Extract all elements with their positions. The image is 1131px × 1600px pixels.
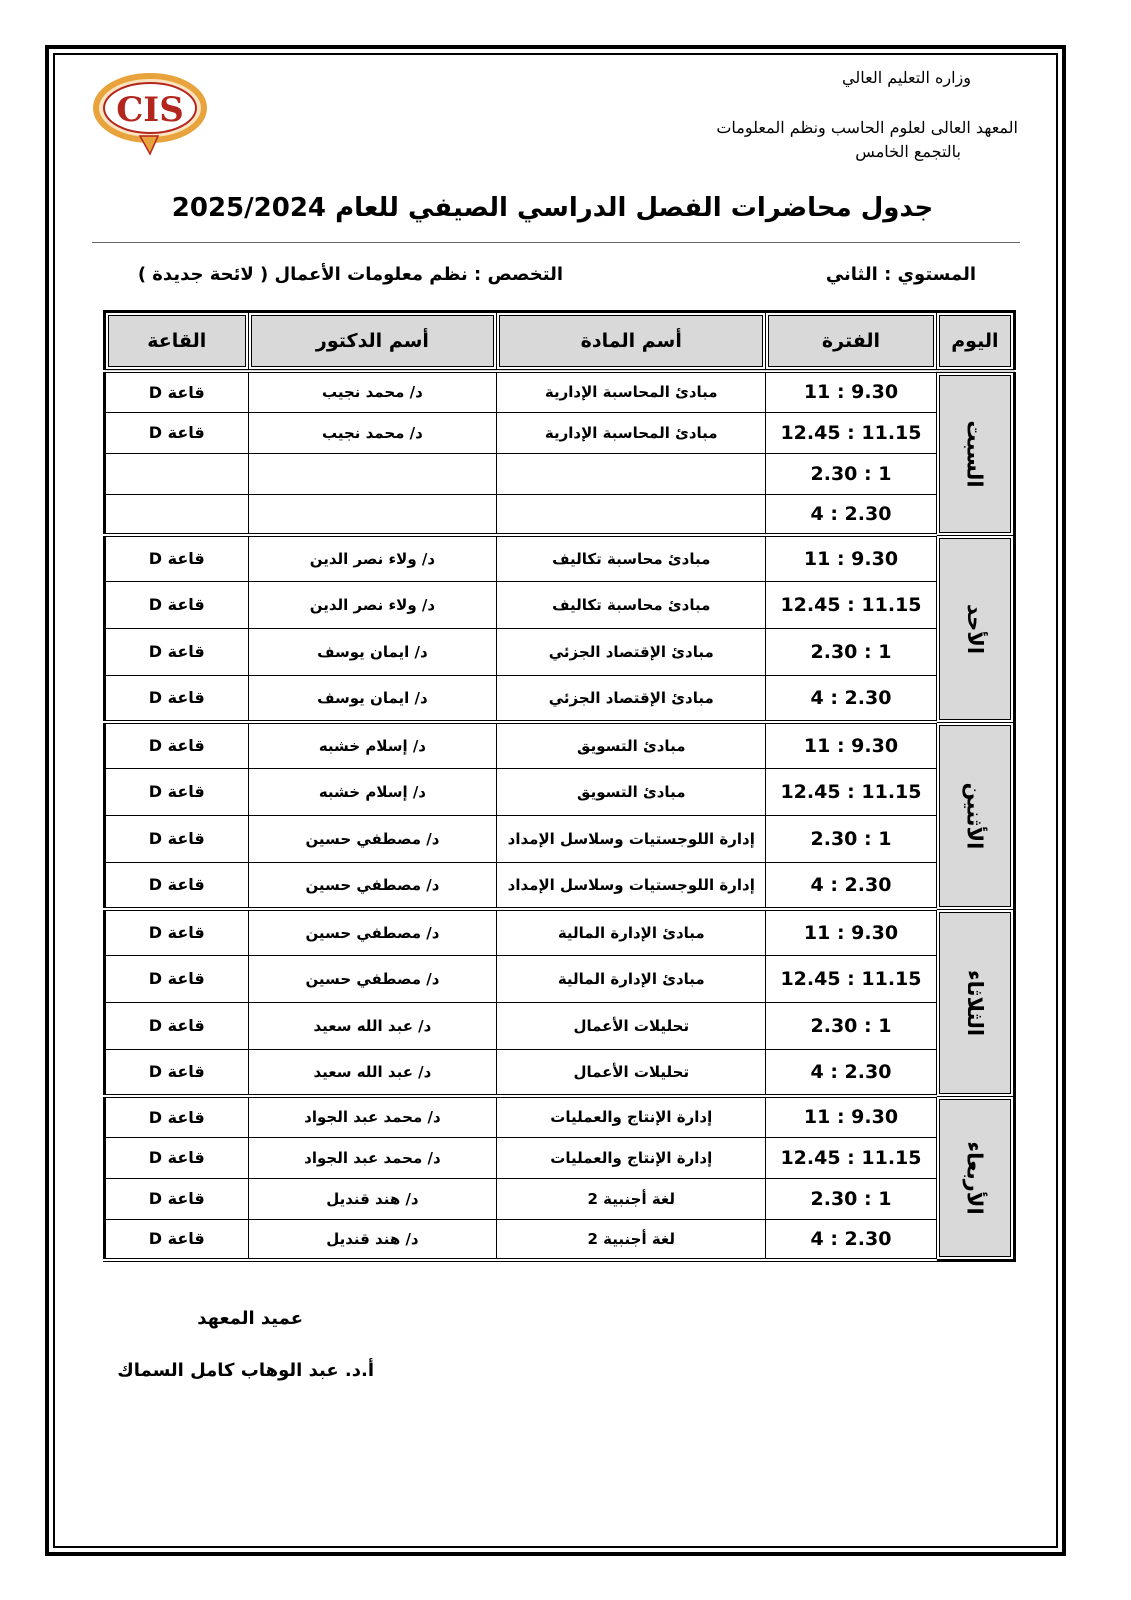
- period-cell: 2.30 : 1: [766, 815, 937, 862]
- subject-cell: مبادئ الإقتصاد الجزئي: [497, 675, 766, 722]
- room-cell: قاعة D: [105, 768, 249, 815]
- table-row: [105, 628, 1015, 675]
- signature-role: عميد المعهد: [197, 1308, 303, 1329]
- doctor-cell: د/ هند قنديل: [248, 1178, 497, 1219]
- doctor-cell: د/ محمد نجيب: [248, 371, 497, 412]
- room-cell: قاعة D: [105, 628, 249, 675]
- room-cell: قاعة D: [105, 581, 249, 628]
- signature-name: أ.د. عبد الوهاب كامل السماك: [117, 1360, 374, 1381]
- doctor-cell: د/ ولاء نصر الدين: [248, 581, 497, 628]
- page-title: جدول محاضرات الفصل الدراسي الصيفي للعام 2025/2024: [171, 193, 934, 223]
- table-row: [105, 815, 1015, 862]
- ministry-name: وزاره التعليم العالي: [842, 68, 971, 87]
- room-cell: قاعة D: [105, 675, 249, 722]
- table-row: [105, 494, 1015, 535]
- doctor-cell: [248, 494, 497, 535]
- table-row: [105, 722, 1015, 768]
- header-period: الفترة: [766, 312, 937, 372]
- table-row: [105, 1096, 1015, 1137]
- period-cell: 4 : 2.30: [766, 862, 937, 909]
- doctor-cell: د/ ولاء نصر الدين: [248, 535, 497, 581]
- table-row: [105, 1219, 1015, 1260]
- period-cell: 2.30 : 1: [766, 628, 937, 675]
- room-cell: قاعة D: [105, 535, 249, 581]
- room-cell: قاعة D: [105, 371, 249, 412]
- doctor-cell: د/ هند قنديل: [248, 1219, 497, 1260]
- subject-cell: مبادئ التسويق: [497, 722, 766, 768]
- table-row: [105, 675, 1015, 722]
- period-cell: 11 : 9.30: [766, 909, 937, 955]
- subject-cell: إدارة الإنتاج والعمليات: [497, 1137, 766, 1178]
- table-row: [105, 1002, 1015, 1049]
- room-cell: قاعة D: [105, 722, 249, 768]
- doctor-cell: د/ مصطفي حسين: [248, 862, 497, 909]
- doctor-cell: د/ محمد عبد الجواد: [248, 1096, 497, 1137]
- period-cell: 11 : 9.30: [766, 722, 937, 768]
- schedule-body: [105, 371, 1015, 1260]
- day-cell: [936, 722, 1014, 909]
- subject-cell: مبادئ التسويق: [497, 768, 766, 815]
- subject-cell: [497, 494, 766, 535]
- period-cell: 4 : 2.30: [766, 494, 937, 535]
- day-cell: [936, 535, 1014, 722]
- day-name: الأثنين: [962, 782, 987, 849]
- room-cell: قاعة D: [105, 1137, 249, 1178]
- table-row: [105, 371, 1015, 412]
- period-cell: 4 : 2.30: [766, 1219, 937, 1260]
- room-cell: قاعة D: [105, 412, 249, 453]
- room-cell: [105, 453, 249, 494]
- period-cell: 12.45 : 11.15: [766, 412, 937, 453]
- table-row: [105, 453, 1015, 494]
- subject-cell: [497, 453, 766, 494]
- table-row: [105, 535, 1015, 581]
- doctor-cell: د/ مصطفي حسين: [248, 909, 497, 955]
- header-doctor: أسم الدكتور: [248, 312, 497, 372]
- day-name: الأربعاء: [962, 1140, 987, 1215]
- room-cell: [105, 494, 249, 535]
- subject-cell: مبادئ الإقتصاد الجزئي: [497, 628, 766, 675]
- period-cell: 11 : 9.30: [766, 535, 937, 581]
- period-cell: 12.45 : 11.15: [766, 955, 937, 1002]
- day-cell: [936, 1096, 1014, 1260]
- doctor-cell: [248, 453, 497, 494]
- subject-cell: مبادئ الإدارة المالية: [497, 909, 766, 955]
- table-row: [105, 955, 1015, 1002]
- institute-logo: [84, 58, 216, 158]
- doctor-cell: د/ محمد عبد الجواد: [248, 1137, 497, 1178]
- room-cell: قاعة D: [105, 1178, 249, 1219]
- institute-location: بالتجمع الخامس: [855, 142, 961, 161]
- table-row: [105, 909, 1015, 955]
- table-row: [105, 1178, 1015, 1219]
- period-cell: 12.45 : 11.15: [766, 768, 937, 815]
- schedule-table: [103, 310, 1016, 1262]
- specialization-label: التخصص : نظم معلومات الأعمال ( لائحة جديدة ): [137, 264, 563, 285]
- doctor-cell: د/ محمد نجيب: [248, 412, 497, 453]
- header-room: القاعة: [105, 312, 249, 372]
- period-cell: 2.30 : 1: [766, 453, 937, 494]
- level-label: المستوي : الثاني: [825, 264, 976, 285]
- doctor-cell: د/ إسلام خشبه: [248, 768, 497, 815]
- subject-cell: إدارة الإنتاج والعمليات: [497, 1096, 766, 1137]
- doctor-cell: د/ ايمان يوسف: [248, 628, 497, 675]
- room-cell: قاعة D: [105, 1219, 249, 1260]
- day-name: السبت: [962, 420, 987, 488]
- subject-cell: لغة أجنبية 2: [497, 1178, 766, 1219]
- subject-cell: إدارة اللوجستيات وسلاسل الإمداد: [497, 815, 766, 862]
- period-cell: 12.45 : 11.15: [766, 581, 937, 628]
- table-row: [105, 768, 1015, 815]
- period-cell: 2.30 : 1: [766, 1178, 937, 1219]
- header-day: اليوم: [936, 312, 1014, 372]
- period-cell: 4 : 2.30: [766, 675, 937, 722]
- period-cell: 12.45 : 11.15: [766, 1137, 937, 1178]
- room-cell: قاعة D: [105, 955, 249, 1002]
- header-subject: أسم المادة: [497, 312, 766, 372]
- period-cell: 11 : 9.30: [766, 1096, 937, 1137]
- day-name: الأحد: [962, 603, 987, 654]
- subject-cell: تحليلات الأعمال: [497, 1002, 766, 1049]
- doctor-cell: د/ ايمان يوسف: [248, 675, 497, 722]
- period-cell: 11 : 9.30: [766, 371, 937, 412]
- period-cell: 2.30 : 1: [766, 1002, 937, 1049]
- subject-cell: تحليلات الأعمال: [497, 1049, 766, 1096]
- day-cell: [936, 909, 1014, 1096]
- table-row: [105, 862, 1015, 909]
- subject-cell: مبادئ محاسبة تكاليف: [497, 535, 766, 581]
- room-cell: قاعة D: [105, 862, 249, 909]
- table-row: [105, 1049, 1015, 1096]
- day-name: الثلاثاء: [962, 969, 987, 1036]
- period-cell: 4 : 2.30: [766, 1049, 937, 1096]
- table-header-row: [105, 312, 1015, 372]
- doctor-cell: د/ مصطفي حسين: [248, 815, 497, 862]
- room-cell: قاعة D: [105, 909, 249, 955]
- doctor-cell: د/ إسلام خشبه: [248, 722, 497, 768]
- table-row: [105, 581, 1015, 628]
- doctor-cell: د/ عبد الله سعيد: [248, 1002, 497, 1049]
- room-cell: قاعة D: [105, 1049, 249, 1096]
- title-divider: [92, 242, 1020, 243]
- logo-text: CIS: [116, 90, 184, 130]
- subject-cell: مبادئ محاسبة تكاليف: [497, 581, 766, 628]
- room-cell: قاعة D: [105, 1002, 249, 1049]
- table-row: [105, 1137, 1015, 1178]
- doctor-cell: د/ مصطفي حسين: [248, 955, 497, 1002]
- subject-cell: مبادئ المحاسبة الإدارية: [497, 371, 766, 412]
- table-row: [105, 412, 1015, 453]
- subject-cell: لغة أجنبية 2: [497, 1219, 766, 1260]
- room-cell: قاعة D: [105, 815, 249, 862]
- day-cell: [936, 371, 1014, 535]
- subject-cell: مبادئ الإدارة المالية: [497, 955, 766, 1002]
- room-cell: قاعة D: [105, 1096, 249, 1137]
- doctor-cell: د/ عبد الله سعيد: [248, 1049, 497, 1096]
- subject-cell: إدارة اللوجستيات وسلاسل الإمداد: [497, 862, 766, 909]
- institute-name: المعهد العالى لعلوم الحاسب ونظم المعلومات: [716, 118, 1018, 137]
- subject-cell: مبادئ المحاسبة الإدارية: [497, 412, 766, 453]
